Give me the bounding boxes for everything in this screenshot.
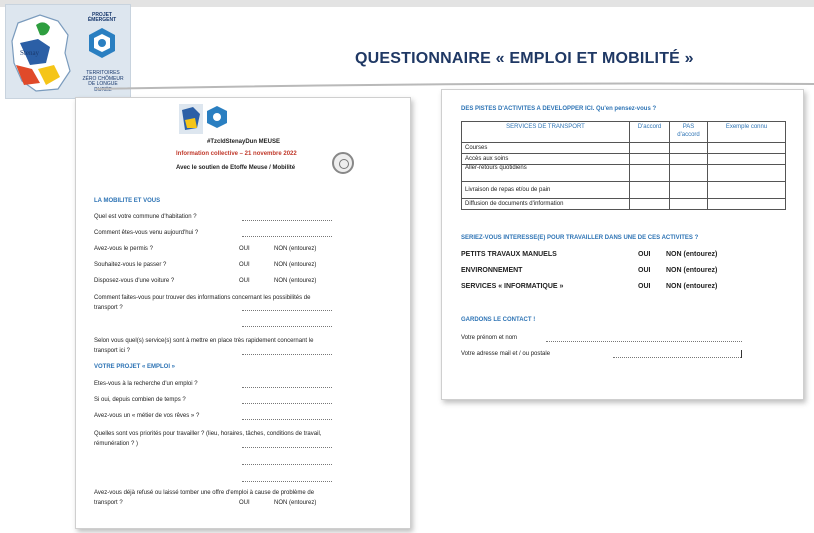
doc-logo-icon xyxy=(179,104,235,136)
oui-option[interactable]: OUI xyxy=(638,251,651,258)
table-row xyxy=(462,182,786,199)
answer-line[interactable] xyxy=(242,326,332,327)
q-info-line1: Comment faites-vous pour trouver des informations concernant les possibilités de xyxy=(94,295,311,301)
q-service-line2: transport ici ? xyxy=(94,348,131,354)
q-voiture: Disposez-vous d'une voiture ? xyxy=(94,278,175,284)
q-commune: Quel est votre commune d'habitation ? xyxy=(94,214,197,220)
q-adresse: Votre adresse mail et / ou postale xyxy=(461,351,551,357)
disagree-cell[interactable] xyxy=(670,154,708,165)
answer-line[interactable] xyxy=(242,310,332,311)
doc-info-date: Information collective – 21 novembre 2022 xyxy=(176,151,297,157)
table-row xyxy=(462,154,786,165)
q-permis: Avez-vous le permis ? xyxy=(94,246,153,252)
q-venu: Comment êtes-vous venu aujourd'hui ? xyxy=(94,230,199,236)
table-row xyxy=(462,199,786,210)
example-cell[interactable] xyxy=(708,154,786,165)
q-depuis: Si oui, depuis combien de temps ? xyxy=(94,397,186,403)
section-contact: GARDONS LE CONTACT ! xyxy=(461,317,536,323)
agree-cell[interactable] xyxy=(630,199,670,210)
table-cell: Livraison de repas et/ou de pain xyxy=(462,182,630,199)
oui-option[interactable]: OUI xyxy=(239,278,250,284)
answer-line[interactable] xyxy=(242,220,332,221)
tzcld-emblem-icon xyxy=(88,27,116,59)
activity-label: ENVIRONNEMENT xyxy=(461,267,523,274)
agree-cell[interactable] xyxy=(630,182,670,199)
section-interesse: SERIEZ-VOUS INTERESSE(E) POUR TRAVAILLER DANS UNE DE CES ACTIVITES ? xyxy=(461,235,699,241)
oui-option[interactable]: OUI xyxy=(239,246,250,252)
q-recherche: Etes-vous à la recherche d'un emploi ? xyxy=(94,381,198,387)
table-row xyxy=(462,143,786,154)
q-refuse-line1: Avez-vous déjà refusé ou laissé tomber une offre d'emploi à cause de problème de xyxy=(94,490,315,496)
table-row xyxy=(462,165,786,182)
q-service-line1: Selon vous quel(s) service(s) sont à mettre en place très rapidement concernant le xyxy=(94,338,314,344)
logo-project-label: PROJET ÉMERGENT xyxy=(87,12,117,23)
non-option[interactable]: NON (entourez) xyxy=(274,278,317,284)
disagree-cell[interactable] xyxy=(670,165,708,182)
answer-line[interactable] xyxy=(242,354,332,355)
example-cell[interactable] xyxy=(708,199,786,210)
disagree-cell[interactable] xyxy=(670,143,708,154)
example-cell[interactable] xyxy=(708,143,786,154)
section-pistes: DES PISTES D'ACTIVITES A DEVELOPPER ICI. Qu'en pensez-vous ? xyxy=(461,106,657,112)
answer-line[interactable] xyxy=(242,419,332,420)
disagree-cell[interactable] xyxy=(670,199,708,210)
table-header: PAS d'accord xyxy=(670,122,708,143)
q-priorites-line2: rémunération ? ) xyxy=(94,441,139,447)
table-cell: Courses xyxy=(462,143,630,154)
questionnaire-page-1 xyxy=(75,97,411,529)
table-header: D'accord xyxy=(630,122,670,143)
logo-program: TERRITOIRES ZÉRO CHÔMEUR DE LONGUE DURÉE xyxy=(82,70,124,93)
doc-support: Avec le soutien de Etoffe Meuse / Mobilité xyxy=(176,165,296,171)
oui-option[interactable]: OUI xyxy=(239,500,250,506)
oui-option[interactable]: OUI xyxy=(239,262,250,268)
slide-title: QUESTIONNAIRE « EMPLOI ET MOBILITÉ » xyxy=(355,50,694,67)
answer-line[interactable] xyxy=(242,403,332,404)
answer-line[interactable] xyxy=(242,447,332,448)
q-refuse-line2: transport ? xyxy=(94,500,123,506)
q-passer: Souhaitez-vous le passer ? xyxy=(94,262,167,268)
table-cell: Accès aux soins xyxy=(462,154,630,165)
partner-seal-icon xyxy=(332,152,354,174)
answer-line[interactable] xyxy=(242,464,332,465)
q-priorites-line1: Quelles sont vos priorités pour travailler ? (lieu, horaires, tâches, conditions de travail, xyxy=(94,431,322,437)
answer-line[interactable] xyxy=(242,481,332,482)
agree-cell[interactable] xyxy=(630,143,670,154)
agree-cell[interactable] xyxy=(630,154,670,165)
non-option[interactable]: NON (entourez) xyxy=(666,283,718,290)
non-option[interactable]: NON (entourez) xyxy=(274,262,317,268)
non-option[interactable]: NON (entourez) xyxy=(666,267,718,274)
example-cell[interactable] xyxy=(708,182,786,199)
doc-hashtag: #TzcldStenayDun MEUSE xyxy=(207,139,281,145)
section-mobility: LA MOBILITE ET VOUS xyxy=(94,198,161,204)
activity-label: PETITS TRAVAUX MANUELS xyxy=(461,251,557,258)
oui-option[interactable]: OUI xyxy=(638,267,651,274)
non-option[interactable]: NON (entourez) xyxy=(666,251,718,258)
table-header: Exemple connu xyxy=(708,122,786,143)
answer-line[interactable] xyxy=(242,387,332,388)
disagree-cell[interactable] xyxy=(670,182,708,199)
logo-town: Stenay xyxy=(20,49,40,57)
table-header: SERVICES DE TRANSPORT xyxy=(462,122,630,143)
questionnaire-page-2 xyxy=(441,89,804,400)
q-nom: Votre prénom et nom xyxy=(461,335,518,341)
non-option[interactable]: NON (entourez) xyxy=(274,500,317,506)
activity-label: SERVICES « INFORMATIQUE » xyxy=(461,283,564,290)
text-cursor xyxy=(741,350,742,358)
table-cell: Diffusion de documents d'information xyxy=(462,199,630,210)
table-cell: Aller-retours quotidiens xyxy=(462,165,630,182)
transport-services-table xyxy=(461,121,786,210)
answer-line[interactable] xyxy=(242,236,332,237)
q-info-line2: transport ? xyxy=(94,305,123,311)
example-cell[interactable] xyxy=(708,165,786,182)
q-metier: Avez-vous un « métier de vos rêves » ? xyxy=(94,413,200,419)
section-projet: VOTRE PROJET « EMPLOI » xyxy=(94,364,176,370)
non-option[interactable]: NON (entourez) xyxy=(274,246,317,252)
agree-cell[interactable] xyxy=(630,165,670,182)
name-answer-line[interactable] xyxy=(546,341,742,342)
oui-option[interactable]: OUI xyxy=(638,283,651,290)
address-answer-line[interactable] xyxy=(613,357,741,358)
